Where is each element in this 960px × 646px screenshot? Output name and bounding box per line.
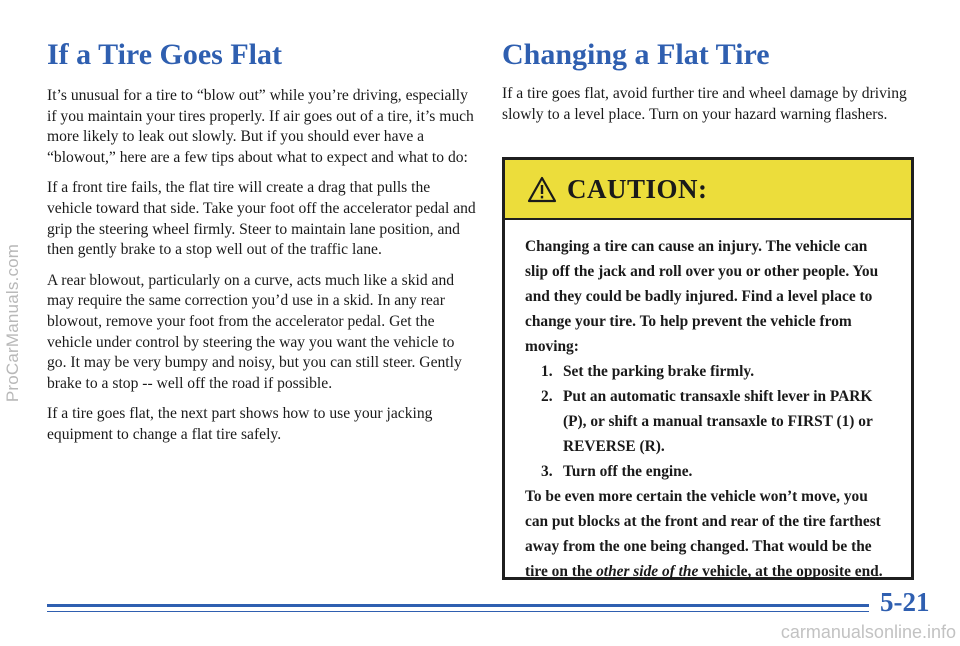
footer-rule-thin <box>47 611 869 612</box>
caution-steps-list <box>525 359 893 484</box>
list-item <box>541 359 893 384</box>
caution-header <box>505 160 911 220</box>
left-column <box>47 38 477 446</box>
left-section-title: If a Tire Goes Flat <box>47 38 282 71</box>
caution-closing-end: vehicle, at the opposite end. <box>698 563 883 580</box>
right-column <box>502 38 920 125</box>
list-item <box>541 384 893 459</box>
watermark-left-text: ProCarManuals.com <box>3 243 22 403</box>
step-number: 2. <box>541 388 553 405</box>
list-item <box>541 459 893 484</box>
right-section-title: Changing a Flat Tire <box>502 38 770 71</box>
footer-rule-thick <box>47 604 869 607</box>
page-number: 5-21 <box>880 587 930 617</box>
right-intro-paragraph: If a tire goes flat, avoid further tire and wheel damage by driving slowly to a level place. Turn on your hazard warning flashers. <box>502 85 907 123</box>
left-paragraph-2: If a front tire fails, the flat tire will create a drag that pulls the vehicle toward that side. Take your foot off the accelerator pedal and grip the steering wheel firmly. Steer to maintain lane position, and then gently brake to a stop well out of the traffic lane. <box>47 179 476 259</box>
watermark-bottom: carmanualsonline.info <box>780 622 956 642</box>
step-text: Set the parking brake firmly. <box>563 363 755 380</box>
caution-closing-start: To be even more certain the vehicle won’t move, you can put blocks at the front and rear of the tire farthest away from the one being changed. That would be the tire on the <box>525 488 881 580</box>
caution-title: CAUTION: <box>567 173 708 204</box>
caution-box <box>502 157 914 580</box>
step-number: 1. <box>541 363 553 380</box>
caution-body <box>505 220 911 584</box>
left-paragraph-4: If a tire goes flat, the next part shows how to use your jacking equipment to change a flat tire safely. <box>47 405 433 443</box>
step-number: 3. <box>541 463 553 480</box>
watermark-left <box>2 0 24 646</box>
left-paragraph-3: A rear blowout, particularly on a curve, acts much like a skid and may require the same correction you’d use in a skid. In any rear blowout, remove your foot from the accelerator pedal. Get the vehicle under control by steering the way you want the vehicle to go. It may be very bumpy and noisy, but you can still steer. Gently brake to a stop -- well off the road if possible. <box>47 271 462 392</box>
caution-closing-italic: other side of the <box>596 563 699 580</box>
caution-closing <box>525 484 893 584</box>
warning-triangle-icon <box>527 176 557 203</box>
step-text: Turn off the engine. <box>563 463 693 480</box>
step-text: Put an automatic transaxle shift lever in PARK (P), or shift a manual transaxle to FIRST (1) or REVERSE (R). <box>563 388 873 455</box>
left-paragraph-1: It’s unusual for a tire to “blow out” while you’re driving, especially if you maintain your tires properly. If air goes out of a tire, it’s much more likely to leak out slowly. But if you should ever have a “blowout,” here are a few tips about what to expect and what to do: <box>47 87 474 166</box>
caution-intro: Changing a tire can cause an injury. The vehicle can slip off the jack and roll over you or other people. You and they could be badly injured. Find a level place to change your tire. To help prevent the vehicle from moving: <box>525 238 879 355</box>
